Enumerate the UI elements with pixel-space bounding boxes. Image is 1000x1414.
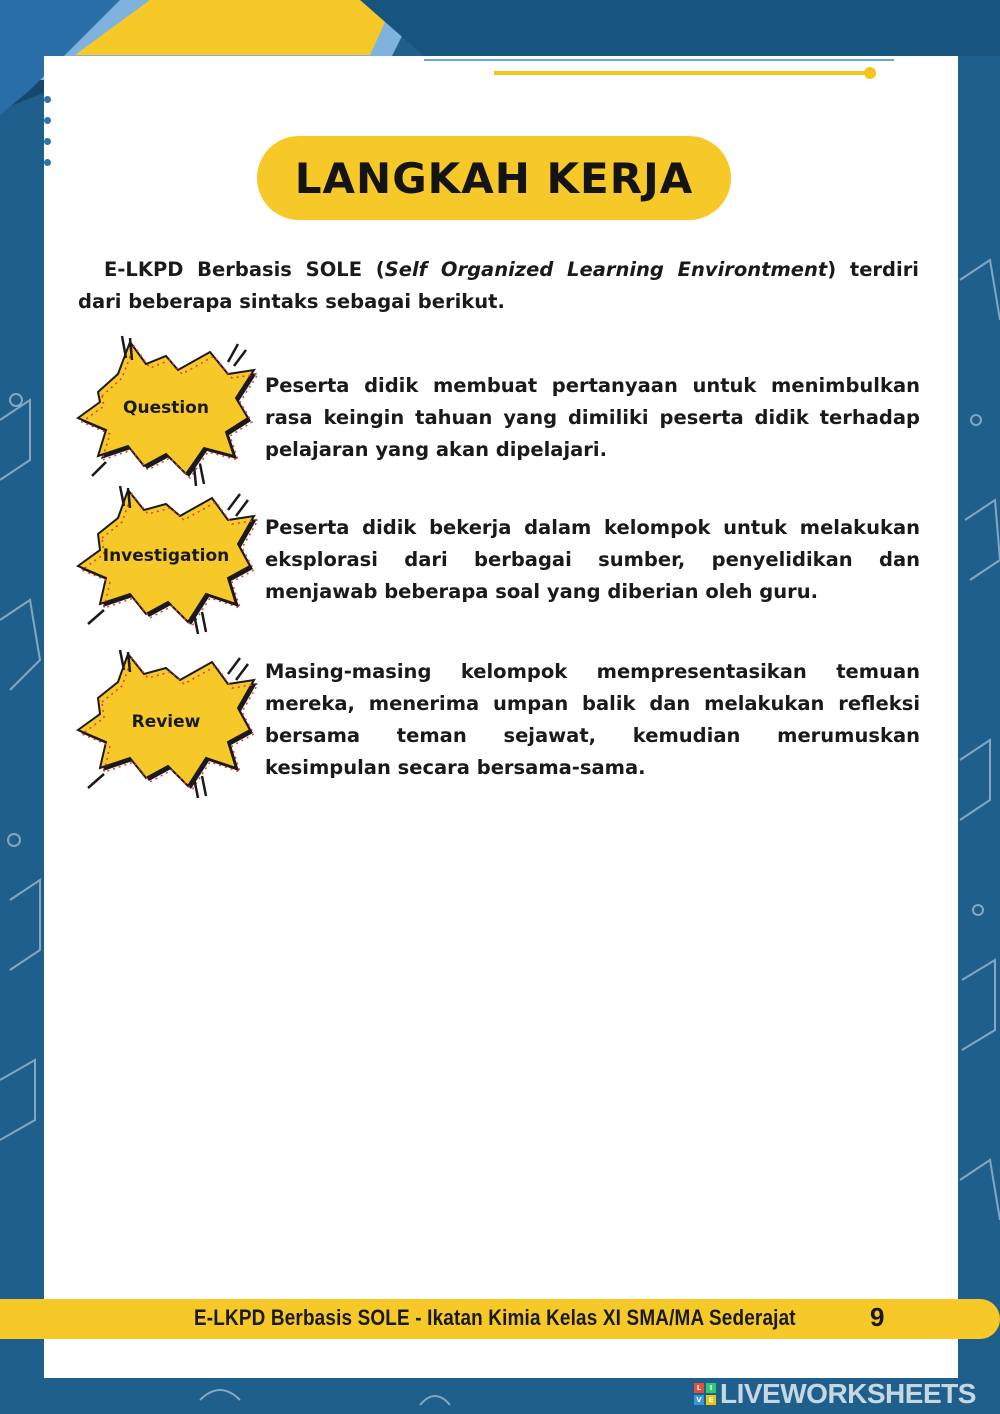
page-number: 9 bbox=[870, 1302, 885, 1332]
liveworksheets-logo-icon bbox=[694, 1383, 716, 1405]
header-thin-line bbox=[424, 59, 894, 61]
logo-letter: V bbox=[694, 1395, 704, 1405]
logo-letter: E bbox=[706, 1395, 716, 1405]
intro-lead: E-LKPD Berbasis SOLE ( bbox=[104, 258, 385, 281]
step-label: Investigation bbox=[102, 546, 230, 566]
intro-italic-term: Self Organized Learning Environtment bbox=[384, 258, 828, 281]
watermark-text: LIVEWORKSHEETS bbox=[720, 1378, 976, 1409]
step-label: Review bbox=[131, 712, 201, 732]
page-title: LANGKAH KERJA bbox=[294, 153, 694, 203]
intro-tail: ) terdiri dari beberapa sintaks sebagai berikut. bbox=[78, 258, 919, 313]
watermark bbox=[694, 1378, 976, 1410]
header-yellow-line bbox=[494, 71, 868, 75]
logo-letter: I bbox=[706, 1383, 716, 1393]
logo-letter: L bbox=[694, 1383, 704, 1393]
header-yellow-dot bbox=[864, 67, 876, 79]
step-description: Peserta didik bekerja dalam kelompok untuk melakukan eksplorasi dari berbagai sumber, penyelidikan dan menjawab beberapa soal yang diberian oleh guru. bbox=[265, 516, 920, 603]
burst-badge bbox=[78, 650, 254, 800]
burst-badge bbox=[78, 486, 254, 636]
dot-column-decoration bbox=[44, 96, 51, 180]
step-description: Peserta didik membuat pertanyaan untuk menimbulkan rasa keingin tahuan yang dimiliki peserta didik terhadap pelajaran yang akan dipelajari. bbox=[265, 374, 920, 461]
step-label: Question bbox=[123, 398, 209, 418]
step-description: Masing-masing kelompok mempresentasikan temuan mereka, menerima umpan balik dan melakukan refleksi bersama teman sejawat, kemudian merumuskan kesimpulan secara bersama-sama. bbox=[265, 660, 920, 779]
footer-text: E-LKPD Berbasis SOLE - Ikatan Kimia Kelas XI SMA/MA Sederajat bbox=[194, 1305, 796, 1330]
burst-badge bbox=[78, 336, 254, 486]
intro-paragraph bbox=[78, 254, 919, 318]
title-banner bbox=[257, 136, 731, 220]
